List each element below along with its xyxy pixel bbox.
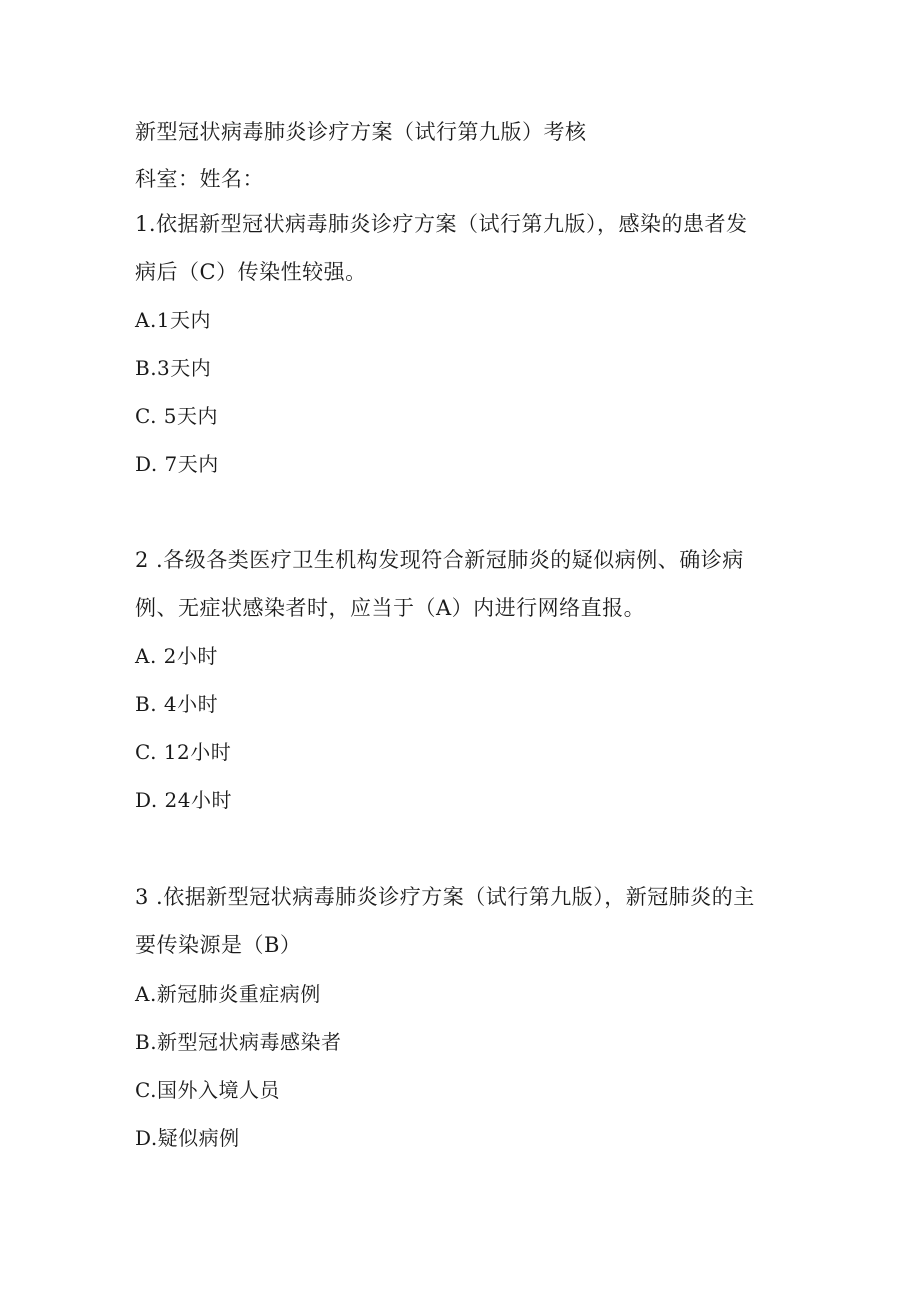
option-a: A.1天内: [135, 308, 212, 332]
option-b: B.新型冠状病毒感染者: [135, 1030, 342, 1054]
option-b: B.3天内: [135, 356, 212, 380]
question-text-line: 1.依据新型冠状病毒肺炎诊疗方案（试行第九版），感染的患者发: [135, 212, 748, 236]
option-a: A.新冠肺炎重症病例: [135, 982, 321, 1006]
document-title: 新型冠状病毒肺炎诊疗方案（试行第九版）考核: [135, 120, 587, 144]
option-d: D.疑似病例: [135, 1126, 240, 1150]
question-text-line: 3 .依据新型冠状病毒肺炎诊疗方案（试行第九版），新冠肺炎的主: [135, 885, 755, 909]
option-d: D. 24小时: [135, 788, 232, 812]
header-fields: 科室：姓名：: [135, 167, 264, 191]
question-text-line: 例、无症状感染者时，应当于（A）内进行网络直报。: [135, 596, 646, 620]
option-c: C. 5天内: [135, 404, 219, 428]
option-a: A. 2小时: [135, 644, 218, 668]
question-text-line: 要传染源是（B）: [135, 933, 302, 957]
option-c: C. 12小时: [135, 740, 232, 764]
option-b: B. 4小时: [135, 692, 219, 716]
question-text-line: 2 .各级各类医疗卫生机构发现符合新冠肺炎的疑似病例、确诊病: [135, 548, 744, 572]
option-c: C.国外入境人员: [135, 1078, 280, 1102]
option-d: D. 7天内: [135, 452, 219, 476]
question-text-line: 病后（C）传染性较强。: [135, 260, 367, 284]
